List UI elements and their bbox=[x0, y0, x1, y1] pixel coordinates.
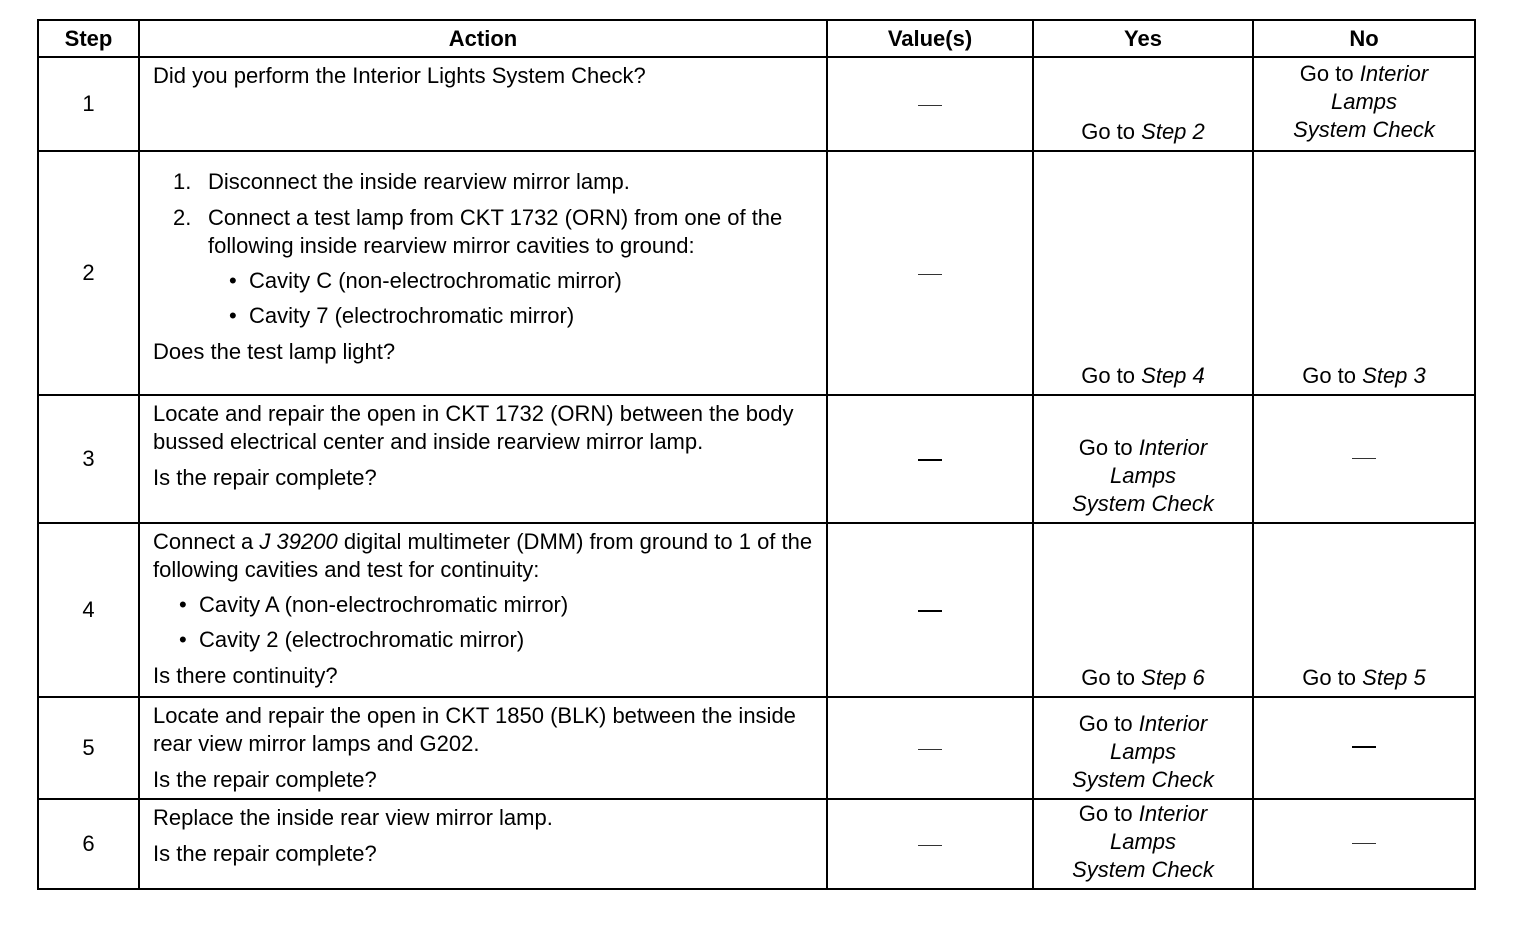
yes-cell bbox=[1033, 395, 1253, 523]
table-row bbox=[38, 697, 1475, 799]
action-cell bbox=[139, 57, 827, 151]
header-action: Action bbox=[139, 20, 827, 57]
bullet-dot: • bbox=[229, 268, 237, 293]
table-row bbox=[38, 57, 1475, 151]
action-cell bbox=[139, 697, 827, 799]
value-cell bbox=[827, 57, 1033, 151]
action-question: Is the repair complete? bbox=[153, 767, 377, 792]
action-text bbox=[153, 528, 816, 584]
go-to-label: Go to bbox=[1081, 665, 1136, 690]
step-number: 2 bbox=[38, 151, 139, 395]
yes-target: System Check bbox=[1072, 491, 1214, 516]
header-values: Value(s) bbox=[827, 20, 1033, 57]
numbered-item bbox=[153, 168, 816, 196]
yes-target: System Check bbox=[1072, 857, 1214, 882]
no-cell bbox=[1253, 799, 1475, 889]
item-text: Disconnect the inside rearview mirror lamp. bbox=[208, 169, 630, 194]
yes-cell bbox=[1033, 697, 1253, 799]
no-cell bbox=[1253, 57, 1475, 151]
yes-target: Interior bbox=[1138, 801, 1208, 826]
no-target: Interior bbox=[1359, 61, 1429, 86]
step-number: 3 bbox=[38, 395, 139, 523]
action-text-pre: Connect a bbox=[153, 529, 254, 554]
no-target: Step 3 bbox=[1362, 363, 1426, 388]
value-cell bbox=[827, 395, 1033, 523]
action-text: Replace the inside rear view mirror lamp. bbox=[153, 805, 553, 830]
bullet-item bbox=[153, 302, 816, 330]
bullet-item bbox=[153, 267, 816, 295]
numbered-item bbox=[153, 204, 816, 260]
dash-mark bbox=[918, 105, 942, 106]
action-question: Is the repair complete? bbox=[153, 465, 377, 490]
yes-target: Step 6 bbox=[1141, 665, 1205, 690]
action-question: Did you perform the Interior Lights System Check? bbox=[153, 63, 646, 88]
yes-target: Interior bbox=[1138, 711, 1208, 736]
tool-name: J 39200 bbox=[259, 529, 338, 554]
action-question: Does the test lamp light? bbox=[153, 339, 396, 364]
bullet-text: Cavity 7 (electrochromatic mirror) bbox=[249, 303, 575, 328]
value-cell bbox=[827, 799, 1033, 889]
go-to-label: Go to bbox=[1081, 119, 1136, 144]
bullet-text: Cavity A (non-electrochromatic mirror) bbox=[199, 592, 569, 617]
yes-target: Lamps bbox=[1109, 739, 1177, 764]
dash-mark bbox=[918, 845, 942, 846]
action-cell bbox=[139, 523, 827, 697]
go-to-label: Go to bbox=[1078, 801, 1133, 826]
bullet-text: Cavity C (non-electrochromatic mirror) bbox=[249, 268, 622, 293]
action-text-post: digital multimeter (DMM) from ground to 1 of the following cavities and test for continuity: bbox=[153, 529, 813, 582]
yes-cell bbox=[1033, 799, 1253, 889]
go-to-label: Go to bbox=[1078, 711, 1133, 736]
step-number: 6 bbox=[38, 799, 139, 889]
no-cell bbox=[1253, 395, 1475, 523]
go-to-label: Go to bbox=[1302, 363, 1357, 388]
header-yes: Yes bbox=[1033, 20, 1253, 57]
no-target: Step 5 bbox=[1362, 665, 1426, 690]
yes-target: System Check bbox=[1072, 767, 1214, 792]
yes-cell bbox=[1033, 57, 1253, 151]
go-to-label: Go to bbox=[1299, 61, 1354, 86]
yes-cell bbox=[1033, 523, 1253, 697]
table-row bbox=[38, 151, 1475, 395]
header-step: Step bbox=[38, 20, 139, 57]
bullet-item bbox=[153, 626, 816, 654]
dash-mark bbox=[918, 459, 942, 461]
table-row bbox=[38, 523, 1475, 697]
action-text: Locate and repair the open in CKT 1732 (ORN) between the body bussed electrical center and inside rearview mirror lamp. bbox=[153, 401, 794, 454]
item-number: 2. bbox=[173, 205, 192, 230]
value-cell bbox=[827, 151, 1033, 395]
bullet-item bbox=[153, 591, 816, 619]
bullet-dot: • bbox=[229, 303, 237, 328]
action-question: Is there continuity? bbox=[153, 663, 338, 688]
go-to-label: Go to bbox=[1302, 665, 1357, 690]
item-text: Connect a test lamp from CKT 1732 (ORN) from one of the following inside rearview mirror cavities to ground: bbox=[208, 205, 783, 258]
yes-cell bbox=[1033, 151, 1253, 395]
value-cell bbox=[827, 523, 1033, 697]
action-cell bbox=[139, 395, 827, 523]
dash-mark bbox=[1352, 746, 1376, 748]
action-cell bbox=[139, 799, 827, 889]
no-target: System Check bbox=[1293, 117, 1435, 142]
dash-mark bbox=[918, 274, 942, 275]
dash-mark bbox=[918, 749, 942, 750]
item-number: 1. bbox=[173, 169, 192, 194]
yes-target: Interior bbox=[1138, 435, 1208, 460]
no-cell bbox=[1253, 523, 1475, 697]
no-cell bbox=[1253, 151, 1475, 395]
step-number: 1 bbox=[38, 57, 139, 151]
diagnostic-table-container bbox=[37, 19, 1474, 890]
yes-target: Lamps bbox=[1109, 829, 1177, 854]
yes-target: Step 4 bbox=[1141, 363, 1205, 388]
yes-target: Lamps bbox=[1109, 463, 1177, 488]
dash-mark bbox=[1352, 843, 1376, 844]
no-cell bbox=[1253, 697, 1475, 799]
dash-mark bbox=[1352, 458, 1376, 459]
diagnostic-table bbox=[37, 19, 1476, 890]
go-to-label: Go to bbox=[1081, 363, 1136, 388]
header-no: No bbox=[1253, 20, 1475, 57]
step-number: 5 bbox=[38, 697, 139, 799]
table-row bbox=[38, 395, 1475, 523]
bullet-dot: • bbox=[179, 627, 187, 652]
no-target: Lamps bbox=[1330, 89, 1398, 114]
action-cell bbox=[139, 151, 827, 395]
step-number: 4 bbox=[38, 523, 139, 697]
dash-mark bbox=[918, 610, 942, 612]
header-row bbox=[38, 20, 1475, 57]
table-row bbox=[38, 799, 1475, 889]
bullet-text: Cavity 2 (electrochromatic mirror) bbox=[199, 627, 525, 652]
action-text: Locate and repair the open in CKT 1850 (BLK) between the inside rear view mirror lamps and G202. bbox=[153, 703, 796, 756]
yes-target: Step 2 bbox=[1141, 119, 1205, 144]
value-cell bbox=[827, 697, 1033, 799]
go-to-label: Go to bbox=[1078, 435, 1133, 460]
bullet-dot: • bbox=[179, 592, 187, 617]
action-question: Is the repair complete? bbox=[153, 841, 377, 866]
